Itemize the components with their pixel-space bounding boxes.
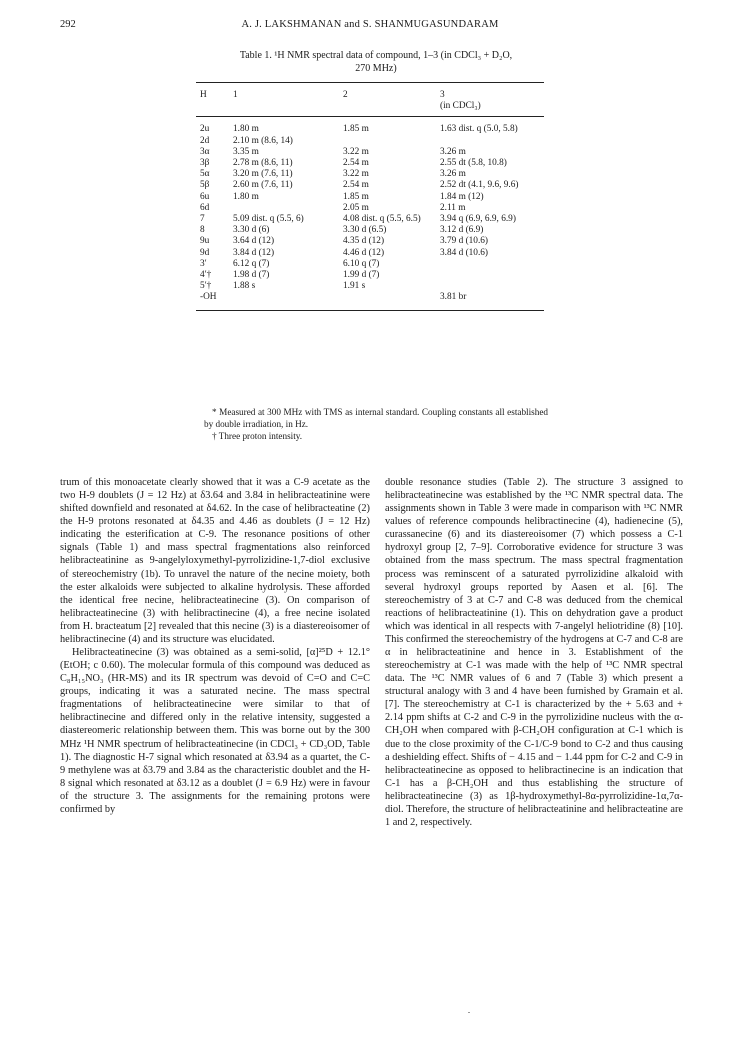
- cell-1: 3.64 d (12): [233, 236, 275, 247]
- paragraph: trum of this monoacetate clearly showed that it was a C-9 acetate as the two H-9 doublets (J = 12 Hz) at δ3.64 and 3.84 in helibracteatinine were shifted downfield and resonated at δ4.62. In the case of helibracteatine (2) the H-9 protons resonated at δ4.35 and 4.46 as doublets (J = 12 Hz) indicating the esterification at C-9. The resonance positions of other signals (Table 1) and mass spectral fragmentations also reinforced helibracteatinine as 9-angelyloxymethyl-pyrrolizidine-1,7-diol exclusive of stereochemistry (1b). To unravel the nature of the necine moiety, both the ester alkaloids were subjected to alkaline hydrolysis. These afforded the identical free necine, helibracteatinecine (3). On comparison of helibracteatinecine (3) with helibractinecine (4), a free necine isolated from H. bracteatum [2] revealed that this necine (3) is a diastereoisomer of helibractinecine (4) and its structure was elucidated.: [60, 477, 370, 645]
- cell-1: 2.60 m (7.6, 11): [233, 180, 293, 191]
- cell-3: 3.84 d (10.6): [440, 247, 489, 258]
- table-row: [196, 117, 544, 136]
- cell-3: 1.63 dist. q (5.0, 5.8): [440, 124, 518, 135]
- header-compound-3: [440, 83, 544, 117]
- cell-1: 3.20 m (7.6, 11): [233, 169, 293, 180]
- cell-1: 2.78 m (8.6, 11): [233, 158, 293, 169]
- table-row: [196, 192, 544, 203]
- cell-3: 2.52 dt (4.1, 9.6, 9.6): [440, 180, 519, 191]
- cell-1: 2.10 m (8.6, 14): [233, 135, 293, 146]
- caption-line-1: Table 1. ¹H NMR spectral data of compound, 1–3 (in CDCl₃ + D₂O,: [239, 50, 513, 61]
- page-number: 292: [60, 19, 76, 30]
- cell-1: 1.88 s: [233, 281, 256, 292]
- cell-3: 2.55 dt (5.8, 10.8): [440, 158, 507, 169]
- cell-3: 2.11 m: [440, 202, 466, 213]
- cell-1: 5.09 dist. q (5.5, 6): [233, 214, 304, 225]
- cell-h: 5′†: [200, 281, 212, 292]
- cell-3: [440, 281, 544, 292]
- caption-line-2: 270 MHz): [355, 63, 397, 74]
- cell-2: 6.10 q (7): [343, 258, 380, 269]
- cell-h: 3β: [200, 158, 210, 169]
- cell-2: 1.85 m: [343, 191, 369, 202]
- table-row: [196, 169, 544, 180]
- table-row: [196, 292, 544, 310]
- header-compound-1: 1: [233, 90, 238, 100]
- cell-2: [343, 136, 440, 147]
- cell-h: 5α: [200, 169, 210, 180]
- cell-h: 9d: [200, 247, 210, 258]
- table-row: [196, 236, 544, 247]
- cell-3: 3.12 d (6.9): [440, 225, 484, 236]
- cell-2: 2.05 m: [343, 202, 369, 213]
- footnote-three-proton: † Three proton intensity.: [212, 431, 303, 441]
- cell-2: 2.54 m: [343, 180, 369, 191]
- table-row: [196, 136, 544, 147]
- cell-1: 1.80 m: [233, 124, 259, 135]
- table-row: [196, 147, 544, 158]
- header-h: H: [200, 90, 207, 100]
- cell-2: 1.91 s: [343, 281, 366, 292]
- paragraph: double resonance studies (Table 2). The structure 3 assigned to helibracteatinecine was established by the ¹³C NMR spectral data. The assignments shown in Table 3 were made in comparison with ¹³C NMR values of reference compounds helibractinecine (4), hadienecine (5), curassanecine (6) and its diastereoisomer (7) which possess a C-1 hydroxyl group [2, 7–9]. Corroborative evidence for structure 3 was obtained from the mass spectrum. The mass spectral fragmentation process was reminscent of a saturated pyrrolizidine alkaloid with several hydroxyl groups reported by Aasen et al. [6]. The stereochemistry of 3 at C-7 and C-8 was deduced from the chemical reactions of helibracteatinine (1). This on dehydration gave a product which was identical in all respects with 7-angelyl heliotridine (8) [10]. This confirmed the stereochemistry of the hydrogens at C-7 and C-8 are α in helibracteatinine and hence in 3. Establishment of the stereochemistry at C-1 was made with the help of ¹³C NMR spectral data. The ¹³C NMR values of 6 and 7 (Table 3) which present a structural analogy with 3 and 4 have been furnished by Gramain et al. [7]. The stereochemistry at C-1 is characterized by the + 5.63 and + 2.14 ppm shifts at C-2 and C-9 in the pyrrolizidine nucleus with the α-CH₂OH when compared with β-CH₂OH configuration at C-1 which is due to the close proximity of the C-1/C-9 bond to C-2 and thus causing a deshielding effect. Shifts of − 4.15 and − 1.44 ppm for C-2 and C-9 in helibracteatinecine as opposed to helibractinecine is an indication that C-1 has a β-CH₂OH and thus establishing the structure of helibracteatinecine (3) as 1β-hydroxymethyl-8α-pyrrolizidine-1α,7α-diol. Therefore, the structure of helibracteatinine and helibracteatine are 1 and 2, respectively.: [385, 477, 683, 829]
- cell-h: 4′†: [200, 270, 212, 281]
- header-compound-3-solvent: (in CDCl₃): [440, 101, 481, 112]
- table-row: [196, 158, 544, 169]
- cell-3: 3.26 m: [440, 169, 466, 180]
- cell-2: 1.99 d (7): [343, 270, 380, 281]
- table-header-row: [196, 83, 544, 117]
- cell-h: 8: [200, 225, 205, 236]
- cell-1: 3.35 m: [233, 146, 259, 157]
- table-footnotes: [204, 406, 548, 442]
- cell-1: [233, 203, 343, 214]
- table-row: [196, 248, 544, 259]
- cell-3: 3.26 m: [440, 146, 466, 157]
- cell-3: 3.81 br: [440, 292, 467, 303]
- cell-1: 1.80 m: [233, 191, 259, 202]
- cell-h: 3′: [200, 258, 207, 269]
- cell-2: 4.35 d (12): [343, 236, 385, 247]
- running-head: A. J. LAKSHMANAN and S. SHANMUGASUNDARAM: [241, 19, 499, 30]
- table-row: [196, 281, 544, 292]
- table-row: [196, 259, 544, 270]
- cell-h: -OH: [200, 292, 217, 303]
- cell-2: [343, 292, 440, 310]
- cell-2: 4.08 dist. q (5.5, 6.5): [343, 214, 421, 225]
- cell-h: 7: [200, 214, 205, 225]
- body-column-right: [385, 476, 683, 829]
- cell-1: 3.84 d (12): [233, 247, 275, 258]
- cell-2: 1.85 m: [343, 124, 369, 135]
- header-compound-2: 2: [343, 90, 348, 100]
- cell-3: [440, 136, 544, 147]
- cell-3: [440, 270, 544, 281]
- table-row: [196, 214, 544, 225]
- table-row: [196, 180, 544, 191]
- table-row: [196, 203, 544, 214]
- cell-2: 2.54 m: [343, 158, 369, 169]
- cell-h: 2d: [200, 135, 210, 146]
- cell-2: 4.46 d (12): [343, 247, 385, 258]
- cell-1: 1.98 d (7): [233, 270, 270, 281]
- body-column-left: [60, 476, 370, 816]
- header-compound-3-label: 3: [440, 90, 445, 100]
- cell-2: 3.22 m: [343, 169, 369, 180]
- cell-h: 3α: [200, 146, 210, 157]
- cell-h: 6d: [200, 202, 210, 213]
- cell-3: 3.79 d (10.6): [440, 236, 489, 247]
- cell-1: [233, 292, 343, 310]
- cell-h: 6u: [200, 191, 210, 202]
- cell-2: 3.22 m: [343, 146, 369, 157]
- cell-3: 1.84 m (12): [440, 191, 484, 202]
- page-speck: [468, 1012, 470, 1013]
- table-row: [196, 270, 544, 281]
- cell-h: 9u: [200, 236, 210, 247]
- cell-1: 3.30 d (6): [233, 225, 270, 236]
- cell-2: 3.30 d (6.5): [343, 225, 387, 236]
- footnote-measurement: * Measured at 300 MHz with TMS as internal standard. Coupling constants all established by double irradiation, in Hz.: [204, 407, 548, 429]
- table-caption: [196, 49, 556, 75]
- cell-3: 3.94 q (6.9, 6.9, 6.9): [440, 214, 516, 225]
- cell-h: 2u: [200, 124, 210, 135]
- cell-3: [440, 259, 544, 270]
- cell-1: 6.12 q (7): [233, 258, 270, 269]
- paragraph: Helibracteatinecine (3) was obtained as a semi-solid, [α]²⁵D + 12.1° (EtOH; c 0.60). The molecular formula of this compound was deduced as C₈H₁₅NO₃ (HR-MS) and its IR spectrum was devoid of C=O and C=C groups, indicating it was a saturated necine. The mass spectral fragmentations of helibracteatinecine were similar to that of helibractinecine and differed only in the relative intensity, suggested a diastereomeric relationship between them. This was borne out by the 300 MHz ¹H NMR spectrum of helibracteatinecine (in CDCl₃ + CD₃OD, Table 1). The diagnostic H-7 signal which resonated at δ3.94 as a quartet, the C-9 methylene was at δ3.79 and 3.84 as the characteristic doublet and the H-8 signal which resonated at δ3.12 as a doublet (J = 6.9 Hz) were in favour of the structure 3. The assignments for the remaining protons were confirmed by: [60, 647, 370, 815]
- nmr-table: [196, 82, 544, 311]
- table-row: [196, 225, 544, 236]
- cell-h: 5β: [200, 180, 210, 191]
